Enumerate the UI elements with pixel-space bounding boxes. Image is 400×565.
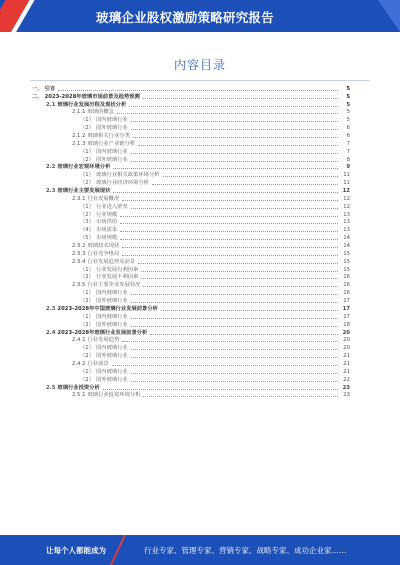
toc-entry-page: 13 bbox=[343, 211, 350, 218]
toc-entry-label: 玻璃行业产业链分析 bbox=[87, 140, 136, 147]
toc-entry-label: 玻璃行业经济环境分析 bbox=[95, 180, 149, 187]
toc-entry-number: （1） bbox=[80, 117, 94, 124]
toc-entry-label: 玻璃行业相关政策环境分析 bbox=[95, 172, 160, 179]
toc-entry-label: 国内玻璃行业 bbox=[95, 368, 128, 375]
toc-entry-number: （2） bbox=[80, 211, 94, 218]
toc-entry-page: 15 bbox=[343, 266, 350, 273]
toc-entry[interactable] bbox=[0, 225, 400, 233]
toc-entry-number: （2） bbox=[80, 298, 94, 305]
toc-entry[interactable] bbox=[0, 108, 400, 116]
toc-dot-leader bbox=[141, 277, 338, 279]
toc-entry-number: （2） bbox=[80, 156, 94, 163]
toc-entry-page: 21 bbox=[343, 368, 350, 375]
toc-dot-leader bbox=[131, 293, 338, 295]
toc-entry-number: 2.1.1 bbox=[72, 109, 86, 116]
toc-entry[interactable] bbox=[0, 375, 400, 383]
toc-entry-label: 行业主要企业发展状况 bbox=[87, 282, 141, 289]
toc-entry-page: 5 bbox=[346, 117, 350, 124]
toc-heading: 内容目录 bbox=[173, 58, 226, 72]
toc-entry-page: 15 bbox=[343, 258, 350, 265]
toc-entry-page: 7 bbox=[346, 148, 350, 155]
toc-entry[interactable] bbox=[0, 273, 400, 281]
toc-entry[interactable] bbox=[0, 241, 400, 249]
toc-dot-leader bbox=[131, 301, 338, 303]
toc-entry-number: 2.3.2 bbox=[72, 243, 86, 250]
toc-entry-label: 2023-2028年玻璃市场前景及趋势预测 bbox=[44, 93, 140, 100]
toc-entry-page: 6 bbox=[346, 133, 350, 140]
toc-dot-leader bbox=[120, 238, 338, 240]
toc-entry-label: 行业竞争格局 bbox=[87, 250, 120, 257]
toc-entry[interactable] bbox=[0, 131, 400, 139]
toc-entry[interactable] bbox=[0, 312, 400, 320]
toc-entry-page: 13 bbox=[343, 219, 350, 226]
toc-entry-label: 玻璃技术现状 bbox=[87, 243, 120, 250]
toc-entry-number: （2） bbox=[80, 180, 94, 187]
toc-entry-page: 16 bbox=[343, 274, 350, 281]
toc-entry-number: 2.1.3 bbox=[72, 140, 86, 147]
toc-dot-leader bbox=[131, 380, 338, 382]
toc-entry-page: 5 bbox=[346, 101, 350, 108]
toc-entry-page: 11 bbox=[343, 180, 350, 187]
toc-entry-number: （5） bbox=[80, 235, 94, 242]
toc-entry-number: 2.3.1 bbox=[72, 195, 86, 202]
toc-entry[interactable] bbox=[0, 320, 400, 328]
toc-entry-label: 玻璃行业发展历程及现状分析 bbox=[57, 101, 127, 108]
toc-entry-label: 行业发展有利因素 bbox=[95, 266, 139, 273]
toc-entry-page: 13 bbox=[343, 227, 350, 234]
toc-dot-leader bbox=[161, 309, 338, 311]
toc-entry-number: 2.3 bbox=[46, 188, 56, 195]
toc-dot-leader bbox=[131, 372, 338, 374]
toc-entry-number: 2.4.2 bbox=[72, 360, 86, 367]
toc-entry-label: 国外玻璃行业 bbox=[95, 156, 128, 163]
toc-entry-number: （1） bbox=[80, 203, 94, 210]
toc-entry-page: 11 bbox=[343, 172, 350, 179]
toc-divider bbox=[30, 80, 370, 81]
toc-entry[interactable] bbox=[0, 304, 400, 312]
toc-entry-label: 玻璃行业主要发展现状 bbox=[57, 188, 111, 195]
toc-entry-page: 8 bbox=[346, 156, 350, 163]
toc-dot-leader bbox=[131, 317, 338, 319]
toc-dot-leader bbox=[122, 254, 338, 256]
toc-entry-number: 2.5.1 bbox=[72, 392, 86, 399]
toc-dot-leader bbox=[103, 388, 338, 390]
toc-entry-page: 21 bbox=[343, 360, 350, 367]
toc-dot-leader bbox=[113, 191, 338, 193]
toc-entry-page: 20 bbox=[343, 345, 350, 352]
toc-entry[interactable] bbox=[0, 186, 400, 194]
toc-entry-number: 2.4.1 bbox=[72, 337, 86, 344]
toc-entry-label: 行业发展趋势 bbox=[87, 337, 120, 344]
toc-entry[interactable] bbox=[0, 170, 400, 178]
toc-entry[interactable] bbox=[0, 84, 400, 92]
toc-entry[interactable] bbox=[0, 92, 400, 100]
toc-entry-number: 2.3 bbox=[46, 305, 56, 312]
toc-entry[interactable] bbox=[0, 123, 400, 131]
toc-dot-leader bbox=[131, 207, 338, 209]
footer-banner bbox=[0, 535, 400, 565]
toc-dot-leader bbox=[150, 333, 338, 335]
toc-entry-number: （1） bbox=[80, 345, 94, 352]
toc-dot-leader bbox=[133, 136, 338, 138]
toc-entry[interactable] bbox=[0, 218, 400, 226]
toc-entry[interactable] bbox=[0, 100, 400, 108]
toc-dot-leader bbox=[143, 395, 338, 397]
toc-dot-leader bbox=[131, 325, 338, 327]
toc-dot-leader bbox=[129, 105, 338, 107]
toc-entry-page: 9 bbox=[346, 164, 350, 171]
toc-entry-page: 5 bbox=[346, 109, 350, 116]
toc-entry-number: （2） bbox=[80, 376, 94, 383]
toc-entry[interactable] bbox=[0, 139, 400, 147]
toc-entry[interactable] bbox=[0, 257, 400, 265]
toc-entry-label: 玻璃行业投资分析 bbox=[57, 384, 100, 391]
toc-entry-label: 行业进入壁垒 bbox=[95, 203, 128, 210]
toc-entry-label: 玻璃相关行业分类 bbox=[87, 133, 130, 140]
toc-dot-leader bbox=[138, 144, 338, 146]
table-of-contents bbox=[0, 84, 400, 398]
toc-entry-label: 国内玻璃行业 bbox=[95, 313, 128, 320]
toc-entry[interactable] bbox=[0, 280, 400, 288]
toc-entry-number: 2.3.5 bbox=[72, 282, 86, 289]
toc-entry-number: （4） bbox=[80, 227, 94, 234]
toc-entry[interactable] bbox=[0, 233, 400, 241]
toc-entry-label: 玻璃行业投资环境分析 bbox=[87, 392, 141, 399]
toc-entry[interactable] bbox=[0, 265, 400, 273]
header-banner bbox=[0, 0, 400, 32]
toc-dot-leader bbox=[131, 348, 338, 350]
toc-entry-label: 2023-2028年玻璃行业发展前景分析 bbox=[57, 329, 148, 336]
toc-dot-leader bbox=[117, 112, 338, 114]
toc-entry-label: 国外玻璃行业 bbox=[95, 321, 128, 328]
toc-entry-number: 2.4 bbox=[46, 329, 56, 336]
toc-dot-leader bbox=[122, 340, 338, 342]
toc-entry[interactable] bbox=[0, 163, 400, 171]
toc-entry-label: 国内玻璃行业 bbox=[95, 345, 128, 352]
toc-entry[interactable] bbox=[0, 155, 400, 163]
toc-dot-leader bbox=[131, 120, 338, 122]
toc-entry-page: 14 bbox=[343, 235, 350, 242]
toc-entry-number: （1） bbox=[80, 266, 94, 273]
toc-entry[interactable] bbox=[0, 336, 400, 344]
toc-entry-page: 17 bbox=[343, 313, 350, 320]
toc-entry-label: 国外玻璃行业 bbox=[95, 125, 128, 132]
toc-entry-number: （1） bbox=[80, 148, 94, 155]
toc-entry-label: 行业发展趋势及前景 bbox=[87, 258, 136, 265]
toc-entry-label: 玻璃行业宏观环境分析 bbox=[57, 164, 111, 171]
footer-separator bbox=[110, 535, 136, 565]
toc-entry-label: 行业发展不利因素 bbox=[95, 274, 139, 281]
toc-dot-leader bbox=[112, 364, 338, 366]
toc-entry-number: 2.3.3 bbox=[72, 250, 86, 257]
toc-entry-label: 国内玻璃行业 bbox=[95, 117, 128, 124]
toc-entry[interactable] bbox=[0, 367, 400, 375]
toc-entry-label: 2023-2028年中国玻璃行业发展前景分析 bbox=[57, 305, 158, 312]
toc-entry[interactable] bbox=[0, 178, 400, 186]
toc-dot-leader bbox=[141, 270, 338, 272]
toc-entry-number: （1） bbox=[80, 313, 94, 320]
toc-dot-leader bbox=[113, 167, 338, 169]
toc-entry-label: 玻璃的概念 bbox=[87, 109, 114, 116]
toc-entry-number: （1） bbox=[80, 172, 94, 179]
toc-entry-number: （3） bbox=[80, 219, 94, 226]
toc-entry[interactable] bbox=[0, 328, 400, 336]
toc-entry-label: 国内玻璃行业 bbox=[95, 148, 128, 155]
toc-entry-page: 5 bbox=[346, 85, 350, 92]
toc-dot-leader bbox=[131, 152, 338, 154]
toc-entry[interactable] bbox=[0, 351, 400, 359]
toc-entry-label: 国内玻璃行业 bbox=[95, 290, 128, 297]
toc-entry[interactable] bbox=[0, 202, 400, 210]
toc-entry-label: 国外玻璃行业 bbox=[95, 298, 128, 305]
toc-dot-leader bbox=[120, 230, 338, 232]
toc-entry-label: 国外玻璃行业 bbox=[95, 353, 128, 360]
toc-entry-page: 12 bbox=[343, 203, 350, 210]
toc-entry-number: 2.1 bbox=[46, 101, 56, 108]
toc-entry-number: 2.5 bbox=[46, 384, 56, 391]
toc-entry-page: 12 bbox=[343, 195, 350, 202]
toc-entry[interactable] bbox=[0, 147, 400, 155]
toc-dot-leader bbox=[122, 246, 338, 248]
toc-entry-page: 16 bbox=[343, 290, 350, 297]
toc-entry-number: （2） bbox=[80, 353, 94, 360]
toc-entry-number: （2） bbox=[80, 321, 94, 328]
toc-entry-number: 一、 bbox=[32, 85, 43, 92]
toc-dot-leader bbox=[58, 89, 338, 91]
toc-entry-page: 23 bbox=[343, 392, 350, 399]
footer-roles: 行业专家、管理专家、营销专家、战略专家、成功企业家…… bbox=[144, 546, 347, 555]
toc-entry-label: 行业规模 bbox=[95, 211, 118, 218]
toc-dot-leader bbox=[143, 97, 338, 99]
toc-entry-label: 行业前景 bbox=[87, 360, 109, 367]
toc-entry-number: （2） bbox=[80, 125, 94, 132]
toc-entry-page: 20 bbox=[342, 329, 350, 336]
toc-entry-page: 21 bbox=[343, 353, 350, 360]
toc-dot-leader bbox=[120, 215, 338, 217]
toc-entry-page: 18 bbox=[343, 321, 350, 328]
toc-dot-leader bbox=[163, 175, 338, 177]
toc-entry-label: 引言 bbox=[44, 85, 56, 92]
toc-entry[interactable] bbox=[0, 210, 400, 218]
toc-entry-label: 市场规模 bbox=[95, 235, 118, 242]
toc-entry-label: 市场供给 bbox=[95, 219, 118, 226]
toc-entry-page: 20 bbox=[343, 337, 350, 344]
toc-dot-leader bbox=[131, 160, 338, 162]
toc-entry-page: 6 bbox=[346, 125, 350, 132]
toc-entry-page: 17 bbox=[343, 298, 350, 305]
toc-dot-leader bbox=[138, 262, 338, 264]
toc-entry-page: 7 bbox=[346, 140, 350, 147]
toc-entry[interactable] bbox=[0, 343, 400, 351]
toc-entry[interactable] bbox=[0, 288, 400, 296]
toc-dot-leader bbox=[122, 199, 338, 201]
toc-entry-number: （1） bbox=[80, 368, 94, 375]
toc-dot-leader bbox=[131, 356, 338, 358]
toc-dot-leader bbox=[131, 128, 338, 130]
toc-entry[interactable] bbox=[0, 359, 400, 367]
toc-entry-page: 23 bbox=[342, 384, 350, 391]
toc-entry[interactable] bbox=[0, 391, 400, 399]
toc-entry-number: 2.1.2 bbox=[72, 133, 86, 140]
toc-entry[interactable] bbox=[0, 296, 400, 304]
toc-entry-page: 17 bbox=[342, 305, 350, 312]
toc-entry-page: 12 bbox=[342, 188, 350, 195]
toc-entry-label: 国外玻璃行业 bbox=[95, 376, 128, 383]
toc-entry-number: 2.3.4 bbox=[72, 258, 86, 265]
report-title: 玻璃企业股权激励策略研究报告 bbox=[96, 10, 274, 25]
toc-entry[interactable] bbox=[0, 383, 400, 391]
toc-dot-leader bbox=[120, 222, 338, 224]
toc-entry-number: （2） bbox=[80, 274, 94, 281]
toc-entry-page: 16 bbox=[343, 282, 350, 289]
toc-entry-page: 15 bbox=[343, 250, 350, 257]
toc-dot-leader bbox=[143, 285, 338, 287]
toc-entry-number: 2.2 bbox=[46, 164, 56, 171]
toc-entry[interactable] bbox=[0, 249, 400, 257]
corner-decoration bbox=[378, 0, 400, 32]
toc-dot-leader bbox=[152, 183, 338, 185]
toc-entry[interactable] bbox=[0, 194, 400, 202]
footer-slogan: 让每个人都能成为 bbox=[46, 546, 106, 555]
toc-entry-page: 22 bbox=[343, 376, 350, 383]
toc-entry-page: 5 bbox=[346, 93, 350, 100]
toc-entry-label: 行业发展概况 bbox=[87, 195, 120, 202]
toc-entry-label: 市场需求 bbox=[95, 227, 118, 234]
toc-entry-page: 14 bbox=[343, 243, 350, 250]
toc-entry-number: （1） bbox=[80, 290, 94, 297]
toc-entry[interactable] bbox=[0, 115, 400, 123]
toc-entry-number: 二、 bbox=[32, 93, 43, 100]
